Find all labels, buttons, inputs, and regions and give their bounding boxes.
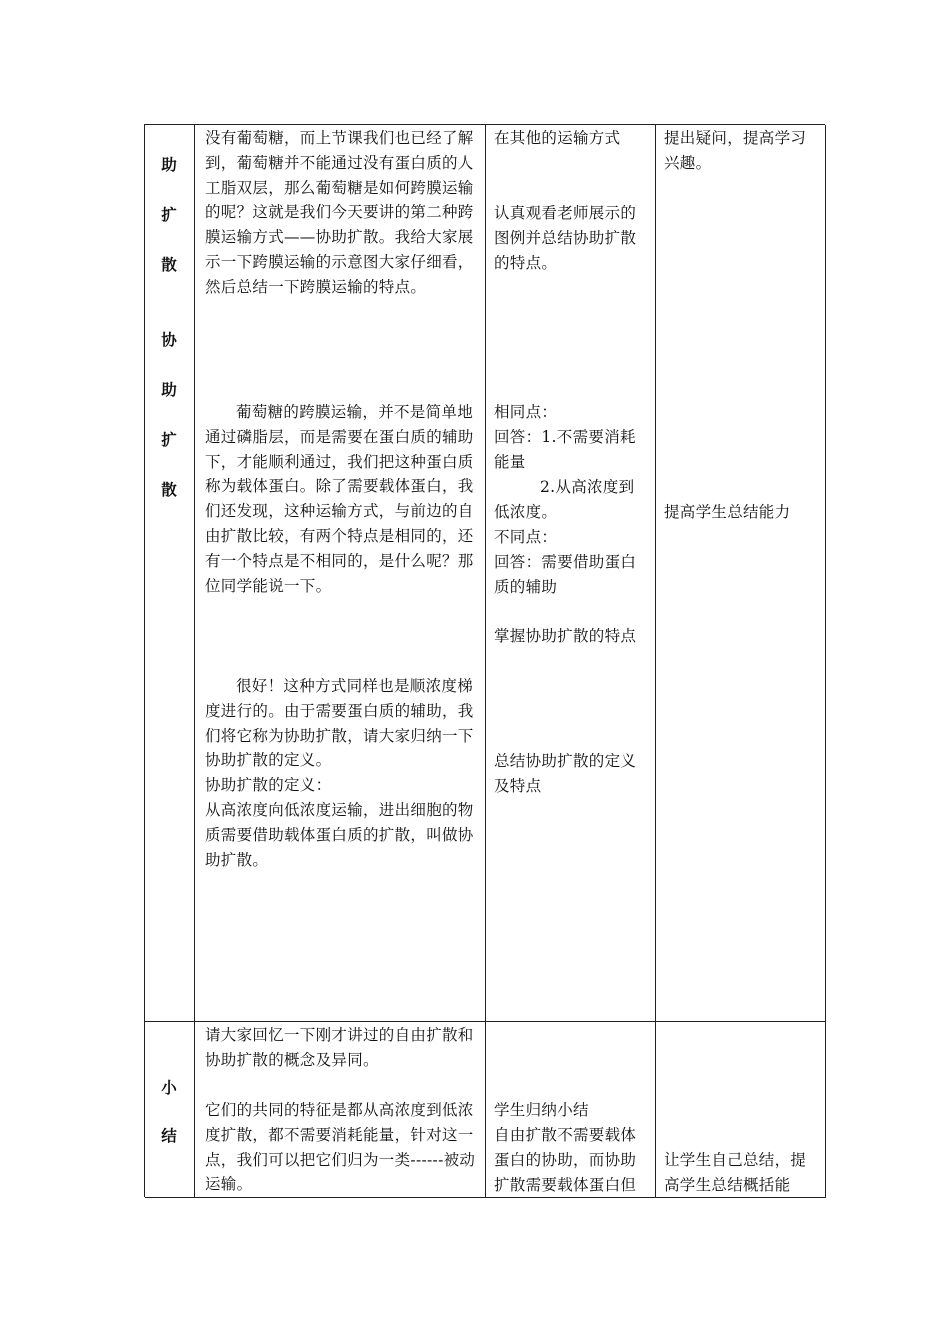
section-heading-char: 扩	[161, 430, 177, 449]
section-heading-char: 小	[161, 1078, 177, 1097]
student-answer: 回答：需要借助蛋白质的辅助	[494, 553, 637, 596]
student-text: 在其他的运输方式	[494, 129, 621, 147]
diff-points-label: 不同点：	[494, 528, 558, 546]
section-heading-char: 助	[161, 155, 177, 174]
definition-text: 从高浓度向低浓度运输，进出细胞的物质需要借助载体蛋白质的扩散，叫做协助扩散。	[205, 801, 474, 869]
section-heading-char: 协	[161, 330, 177, 349]
teacher-paragraph: 很好！这种方式同样也是顺浓度梯度进行的。由于需要蛋白质的辅助，我们将它称为协助扩散，请大家归纳一下协助扩散的定义。	[205, 677, 474, 770]
student-text: 自由扩散不需要载体蛋白的协助，而协助扩散需要载体蛋白但	[494, 1126, 637, 1194]
row1-intent-cell	[655, 125, 826, 1022]
student-text: 认真观看老师展示的图例并总结协助扩散的特点。	[494, 204, 637, 272]
student-text: 掌握协助扩散的特点	[494, 627, 637, 645]
definition-title: 协助扩散的定义：	[205, 776, 332, 794]
intent-text: 让学生自己总结，提高学生总结概括能	[664, 1151, 807, 1194]
section-heading-char: 扩	[161, 205, 177, 224]
intent-text: 提高学生总结能力	[664, 503, 791, 521]
teacher-paragraph: 它们的共同的特征是都从高浓度到低浓度扩散，都不需要消耗能量，针对这一点，我们可以把它们归为一类------被动运输。	[205, 1101, 476, 1194]
intent-text: 提出疑问，提高学习兴趣。	[664, 129, 807, 172]
row2-heading-cell	[145, 1021, 195, 1198]
section-heading-char: 散	[161, 480, 177, 499]
teacher-paragraph: 没有葡萄糖，而上节课我们也已经了解到，葡萄糖并不能通过没有蛋白质的人工脂双层，那么葡萄糖是如何跨膜运输的呢？这就是我们今天要讲的第二种跨膜运输方式——协助扩散。我给大家展示一下跨膜运输的示意图大家仔细看，然后总结一下跨膜运输的特点。	[205, 129, 474, 296]
teacher-paragraph: 请大家回忆一下刚才讲过的自由扩散和协助扩散的概念及异同。	[205, 1026, 474, 1069]
same-points-label: 相同点：	[494, 403, 558, 421]
student-text: 总结协助扩散的定义及特点	[494, 752, 637, 795]
student-answer: 回答：1.不需要消耗能量	[494, 428, 636, 471]
section-heading-char: 结	[161, 1126, 177, 1145]
student-answer: 2.从高浓度到低浓度。	[494, 478, 635, 521]
teacher-paragraph: 葡萄糖的跨膜运输，并不是简单地通过磷脂层，而是需要在蛋白质的辅助下，才能顺利通过，我们把这种蛋白质称为载体蛋白。除了需要载体蛋白，我们还发现，这种运输方式，与前边的自由扩散比较，有两个特点是相同的，还有一个特点是不相同的，是什么呢？那位同学能说一下。	[205, 403, 474, 595]
student-text: 学生归纳小结	[494, 1101, 589, 1119]
section-heading-char: 散	[161, 255, 177, 274]
section-heading-char: 助	[161, 380, 177, 399]
